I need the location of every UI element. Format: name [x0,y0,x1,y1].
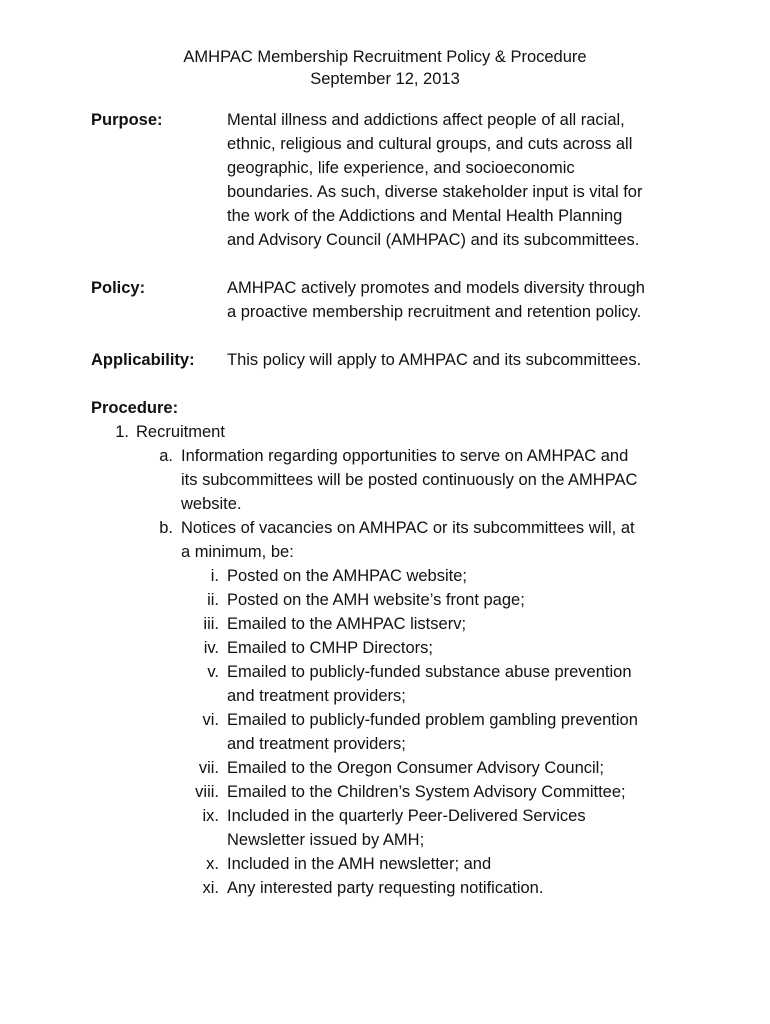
notice-channel-item [91,636,691,660]
notice-channel-number: iii. [203,615,219,633]
notice-channel-text: Emailed to publicly-funded substance abuse prevention [227,663,632,681]
notice-channel-number: vi. [202,711,219,729]
applicability-text [227,348,682,372]
document-title: AMHPAC Membership Recruitment Policy & Procedure [183,48,587,66]
step-1-number: 1. [115,423,129,441]
notice-channel-number: vii. [198,759,219,777]
notice-channel-item [91,564,691,588]
step-1b-number: b. [159,519,173,537]
step-1a-cont [91,492,691,516]
notice-channel-item [91,852,691,876]
notice-channel-item-cont [91,684,691,708]
notice-channel-text: Posted on the AMHPAC website; [227,567,467,585]
notice-channel-number: v. [207,663,219,681]
step-1b [91,516,691,540]
step-1a [91,444,691,468]
notice-channel-number: x. [206,855,219,873]
step-1b-cont [91,540,691,564]
notice-channel-number: ix. [202,807,219,825]
notice-channel-item [91,804,691,828]
notice-channel-text: Any interested party requesting notification. [227,879,544,897]
policy-text [227,276,682,324]
step-1b-line: Notices of vacancies on AMHPAC or its subcommittees will, at [181,519,635,537]
notice-channel-item-cont [91,828,691,852]
notice-channel-number: i. [210,567,219,585]
notice-channel-number: xi. [202,879,219,897]
step-1-label: Recruitment [136,423,225,441]
notice-channel-item [91,660,691,684]
notice-channel-text: Emailed to the Oregon Consumer Advisory Council; [227,759,604,777]
applicability-label: Applicability: [91,351,195,369]
notice-channel-text: Included in the quarterly Peer-Delivered Services [227,807,586,825]
notice-channel-text: Emailed to the AMHPAC listserv; [227,615,467,633]
step-1b-line: a minimum, be: [181,543,294,561]
notice-channel-number: ii. [207,591,219,609]
notice-channel-text: Emailed to CMHP Directors; [227,639,434,657]
step-1 [91,420,691,444]
step-1a-line: its subcommittees will be posted continuously on the AMHPAC [181,471,638,489]
purpose-line: boundaries. As such, diverse stakeholder input is vital for [227,183,643,201]
notice-channel-text: Posted on the AMH website’s front page; [227,591,525,609]
notice-channel-number: viii. [195,783,219,801]
notice-channel-number: iv. [203,639,219,657]
policy-line: a proactive membership recruitment and retention policy. [227,303,642,321]
notice-channel-list [91,564,691,900]
notice-channel-text: Emailed to the Children’s System Advisory Committee; [227,783,626,801]
purpose-text [227,108,682,252]
purpose-line: Mental illness and addictions affect people of all racial, [227,111,625,129]
step-1a-line: Information regarding opportunities to serve on AMHPAC and [181,447,629,465]
purpose-line: geographic, life experience, and socioeconomic [227,159,575,177]
document-date: September 12, 2013 [310,70,460,88]
notice-channel-text: and treatment providers; [227,735,406,753]
policy-line: AMHPAC actively promotes and models diversity through [227,279,645,297]
notice-channel-item [91,708,691,732]
document-header [0,46,770,90]
step-1a-line: website. [181,495,242,513]
step-1a-cont [91,468,691,492]
purpose-line: the work of the Addictions and Mental Health Planning [227,207,623,225]
notice-channel-item [91,876,691,900]
notice-channel-text: Included in the AMH newsletter; and [227,855,492,873]
notice-channel-text: Emailed to publicly-funded problem gambling prevention [227,711,638,729]
notice-channel-item [91,612,691,636]
notice-channel-item-cont [91,732,691,756]
notice-channel-item [91,780,691,804]
notice-channel-text: Newsletter issued by AMH; [227,831,425,849]
notice-channel-item [91,756,691,780]
policy-label: Policy: [91,279,146,297]
notice-channel-item [91,588,691,612]
step-1a-number: a. [159,447,173,465]
notice-channel-text: and treatment providers; [227,687,406,705]
procedure-title: Procedure: [91,399,179,417]
purpose-line: ethnic, religious and cultural groups, and cuts across all [227,135,633,153]
procedure-section [91,396,691,900]
applicability-line: This policy will apply to AMHPAC and its subcommittees. [227,351,642,369]
purpose-label: Purpose: [91,111,163,129]
purpose-line: and Advisory Council (AMHPAC) and its subcommittees. [227,231,640,249]
